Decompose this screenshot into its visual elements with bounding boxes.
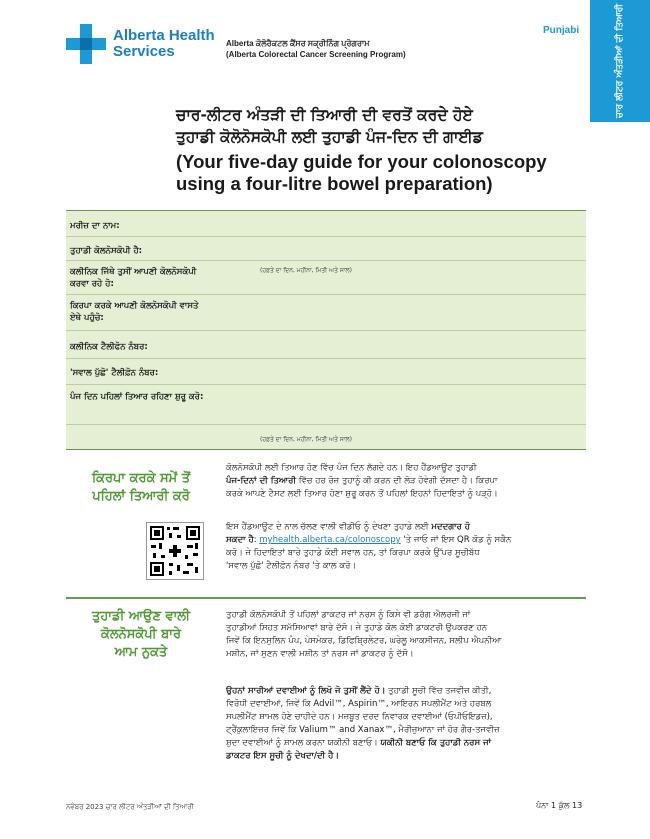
ahs-logo (66, 24, 215, 64)
title-pa-line2: ਤੁਹਾਡੀ ਕੋਲੋਨੋਸਕੋਪੀ ਲਈ ਤੁਹਾਡੀ ਪੰਜ-ਦਿਨ ਦੀ ਗਾਈਡ (176, 128, 483, 146)
side-tab (590, 0, 650, 122)
section-tips-heading: ਤੁਹਾਡੀ ਆਉਣ ਵਾਲੀ ਕੋਲਨੋਸਕੋਪੀ ਬਾਰੇ ਆਮ ਨੁਕਤੇ (92, 609, 190, 660)
document-title (176, 104, 596, 195)
section-divider (66, 597, 586, 599)
form-row-arrive[interactable]: ਕਿਰਪਾ ਕਰਕੇ ਆਪਣੀ ਕੋਲਨੋਸਕੋਪੀ ਵਾਸਤੇ ਏਥੇ ਪਹੁੰਚੋ: (66, 295, 586, 331)
section-prepare-heading: ਕਿਰਪਾ ਕਰਕੇ ਸਮੇਂ ਤੋਂ ਪਹਿਲਾਂ ਤਿਆਰੀ ਕਰੋ (91, 471, 191, 504)
colonoscopy-link[interactable]: myhealth.alberta.ca/colonoscopy (259, 535, 401, 545)
form-row-clinic-phone[interactable]: ਕਲੀਨਿਕ ਟੈਲੀਫੋਨ ਨੰਬਰ: (66, 331, 586, 359)
section-tips-para1: ਤੁਹਾਡੀ ਕੋਲਨੋਸਕੋਪੀ ਤੋਂ ਪਹਿਲਾਂ ਡਾਕਟਰ ਜਾਂ ਨਰਸ ਨੂੰ ਕਿਸੇ ਵੀ ਡਰੱਗ ਐਲਰਜੀ ਜਾਂ ਤੁਹਾਡੀਆਂ ਸਿਹਤ ਸਮੱਸਿਆਵਾਂ ਬਾਰੇ ਦੱਸੋ। ਜੇ ਤੁਹਾਡੇ ਕੋਲ ਕੋਈ ਡਾਕਟਰੀ ਉਪਕਰਣ ਹਨ ਜਿਵੇਂ ਕਿ ਇਨਸੁਲਿਨ ਪੰਪ, ਪੇਸਮੇਕਰ, ਡਿਫਿਬ੍ਰਿਲੇਟਰ, ਘਰੇਲੂ ਆਕਸੀਜਨ, ਸਲੀਪ ਐਪਨੀਆ ਮਸ਼ੀਨ, ਜਾਂ ਸੁਣਨ ਵਾਲੀ ਮਸ਼ੀਨ ਤਾਂ ਨਰਸ ਜਾਂ ਡਾਕਟਰ ਨੂੰ ਦੱਸੋ। (226, 610, 502, 659)
ahs-cross-icon (66, 24, 106, 64)
form-row-date-hint: (ਹਫ਼ਤੇ ਦਾ ਦਿਨ, ਮਹੀਨਾ, ਮਿਤੀ ਅਤੇ ਸਾਲ) (260, 436, 352, 443)
title-en-line1: (Your five-day guide for your colonoscopy (176, 151, 547, 172)
form-row-clinic[interactable]: ਕਲੀਨਿਕ ਜਿੱਥੇ ਤੁਸੀਂ ਆਪਣੀ ਕੋਲਨੋਸਕੋਪੀ ਕਰਵਾ ਰਹੇ ਹੋ: (ਹਫ਼ਤੇ ਦਾ ਦਿਨ, ਮਹੀਨਾ, ਮਿਤੀ ਅਤੇ ਸਾਲ) (66, 261, 586, 295)
form-row-colonoscopy[interactable]: ਤੁਹਾਡੀ ਕੋਲਨੋਸਕੋਪੀ ਹੈ: (66, 237, 586, 261)
patient-info-form (66, 210, 586, 450)
footer-date: ਨਵੰਬਰ 2023 ਚਾਰ ਲੀਟਰ ਅੰਤੜੀਆਂ ਦੀ ਤਿਆਰੀ (66, 803, 194, 811)
form-row-questions-phone[interactable]: 'ਸਵਾਲ ਪੁੱਛੋ' ਟੈਲੀਫ਼ੋਨ ਨੰਬਰ: (66, 359, 586, 385)
title-en-line2: using a four-litre bowel preparation) (176, 173, 493, 194)
section-prepare-para1: ਕੋਲਨੋਸਕੋਪੀ ਲਈ ਤਿਆਰ ਹੋਣ ਵਿੱਚ ਪੰਜ ਦਿਨ ਲੱਗਦੇ ਹਨ। ਇਹ ਹੈਂਡਆਊਟ ਤੁਹਾਡੀ ਪੰਜ-ਦਿਨਾਂ ਦੀ ਤਿਆਰੀ ਵਿੱਚ ਹਰ ਰੋਜ਼ ਤੁਹਾਨੂੰ ਕੀ ਕਰਨ ਦੀ ਲੋੜ ਹੋਵੇਗੀ ਦੱਸਦਾ ਹੈ। ਕਿਰਪਾ ਕਰਕੇ ਆਪਣੇ ਟੈਸਟ ਲਈ ਤਿਆਰ ਹੋਣਾ ਸ਼ੁਰੂ ਕਰਨ ਤੋਂ ਪਹਿਲਾਂ ਇਹਨਾਂ ਹਿਦਾਇਤਾਂ ਨੂੰ ਪੜ੍ਹੋ। (226, 463, 498, 499)
program-name: Alberta ਕੋਲੋਰੈਕਟਲ ਕੈਂਸਰ ਸਕ੍ਰੀਨਿੰਗ ਪ੍ਰੋਗਰਾਮ (Alberta Colorectal Cancer Screening Program) (226, 39, 406, 59)
section-tips-para2: ਉਹਨਾਂ ਸਾਰੀਆਂ ਦਵਾਈਆਂ ਨੂੰ ਲਿਖੋ ਜੋ ਤੁਸੀਂ ਲੈਂਦੇ ਹੋ। ਤੁਹਾਡੀ ਸੂਚੀ ਵਿੱਚ ਤਜਵੀਜ਼ ਕੀਤੀ, ਵਿਰੋਧੀ ਦਵਾਈਆਂ, ਜਿਵੇਂ ਕਿ Advil™, Aspirin™, ਆਇਰਨ ਸਪਲੀਮੈਂਟ ਅਤੇ ਹਰਬਲ ਸਪਲੀਮੈਂਟ ਸ਼ਾਮਲ ਹੋਣੇ ਚਾਹੀਦੇ ਹਨ। ਮਜ਼ਬੂਤ ਦਰਦ ਨਿਵਾਰਕ ਦਵਾਈਆਂ (ਓਪੀਓਇਡਜ਼), ਟ੍ਰੈਂਕੁਲਾਇਜ਼ਰ ਜਿਵੇਂ ਕਿ Valium™ and Xanax™, ਮੈਰੀਜੁਆਨਾ ਜਾਂ ਹੋਰ ਗੈਰ-ਤਜਵੀਜ਼ ਸ਼ੁਦਾ ਦਵਾਈਆਂ ਨੂੰ ਸ਼ਾਮਲ ਕਰਨਾ ਯਕੀਨੀ ਬਣਾਓ। ਯਕੀਨੀ ਬਣਾਓ ਕਿ ਤੁਹਾਡੀ ਨਰਸ ਜਾਂ ਡਾਕਟਰ ਇਸ ਸੂਚੀ ਨੂੰ ਦੇਖਦਾ/ਦੀ ਹੈ। (226, 686, 500, 761)
side-tab-label: ਚਾਰ ਲੀਟਰ ਅੰਤੜੀਆਂ ਦੀ ਤਿਆਰੀ (615, 3, 625, 119)
section-prepare-para2: ਇਸ ਹੈਂਡਆਊਟ ਦੇ ਨਾਲ ਚੱਲਣ ਵਾਲੀ ਵੀਡੀਓ ਨੂੰ ਦੇਖਣਾ ਤੁਹਾਡੇ ਲਈ ਮਦਦਗਾਰ ਹੋ ਸਕਦਾ ਹੈ: myhealth.alberta.ca/colonoscopy 'ਤੇ ਜਾਓ ਜਾਂ ਇਸ QR ਕੋਡ ਨੂੰ ਸਕੈਨ ਕਰੋ। ਜੇ ਹਿਦਾਇਤਾਂ ਬਾਰੇ ਤੁਹਾਡੇ ਕੋਈ ਸਵਾਲ ਹਨ, ਤਾਂ ਕਿਰਪਾ ਕਰਕੇ ਉੱਪਰ ਸੂਚੀਬੱਧ 'ਸਵਾਲ ਪੁੱਛੋ' ਟੈਲੀਫ਼ੋਨ ਨੰਬਰ 'ਤੇ ਕਾਲ ਕਰੋ। (226, 522, 512, 571)
form-row-start-prep[interactable]: ਪੰਜ ਦਿਨ ਪਹਿਲਾਂ ਤਿਆਰ ਰਹਿਣਾ ਸ਼ੁਰੂ ਕਰੋ: (66, 385, 586, 425)
form-row-patient-name[interactable]: ਮਰੀਜ਼ ਦਾ ਨਾਮ: (66, 211, 586, 237)
qr-code-icon[interactable] (146, 522, 204, 580)
org-name: Alberta Health Services (113, 27, 215, 60)
language-label: Punjabi (543, 25, 580, 36)
page-number: ਪੰਨਾ 1 ਕੁੱਲ 13 (536, 801, 583, 810)
title-pa-line1: ਚਾਰ-ਲੀਟਰ ਅੰਤੜੀ ਦੀ ਤਿਆਰੀ ਦੀ ਵਰਤੋਂ ਕਰਦੇ ਹੋਏ (176, 106, 473, 124)
